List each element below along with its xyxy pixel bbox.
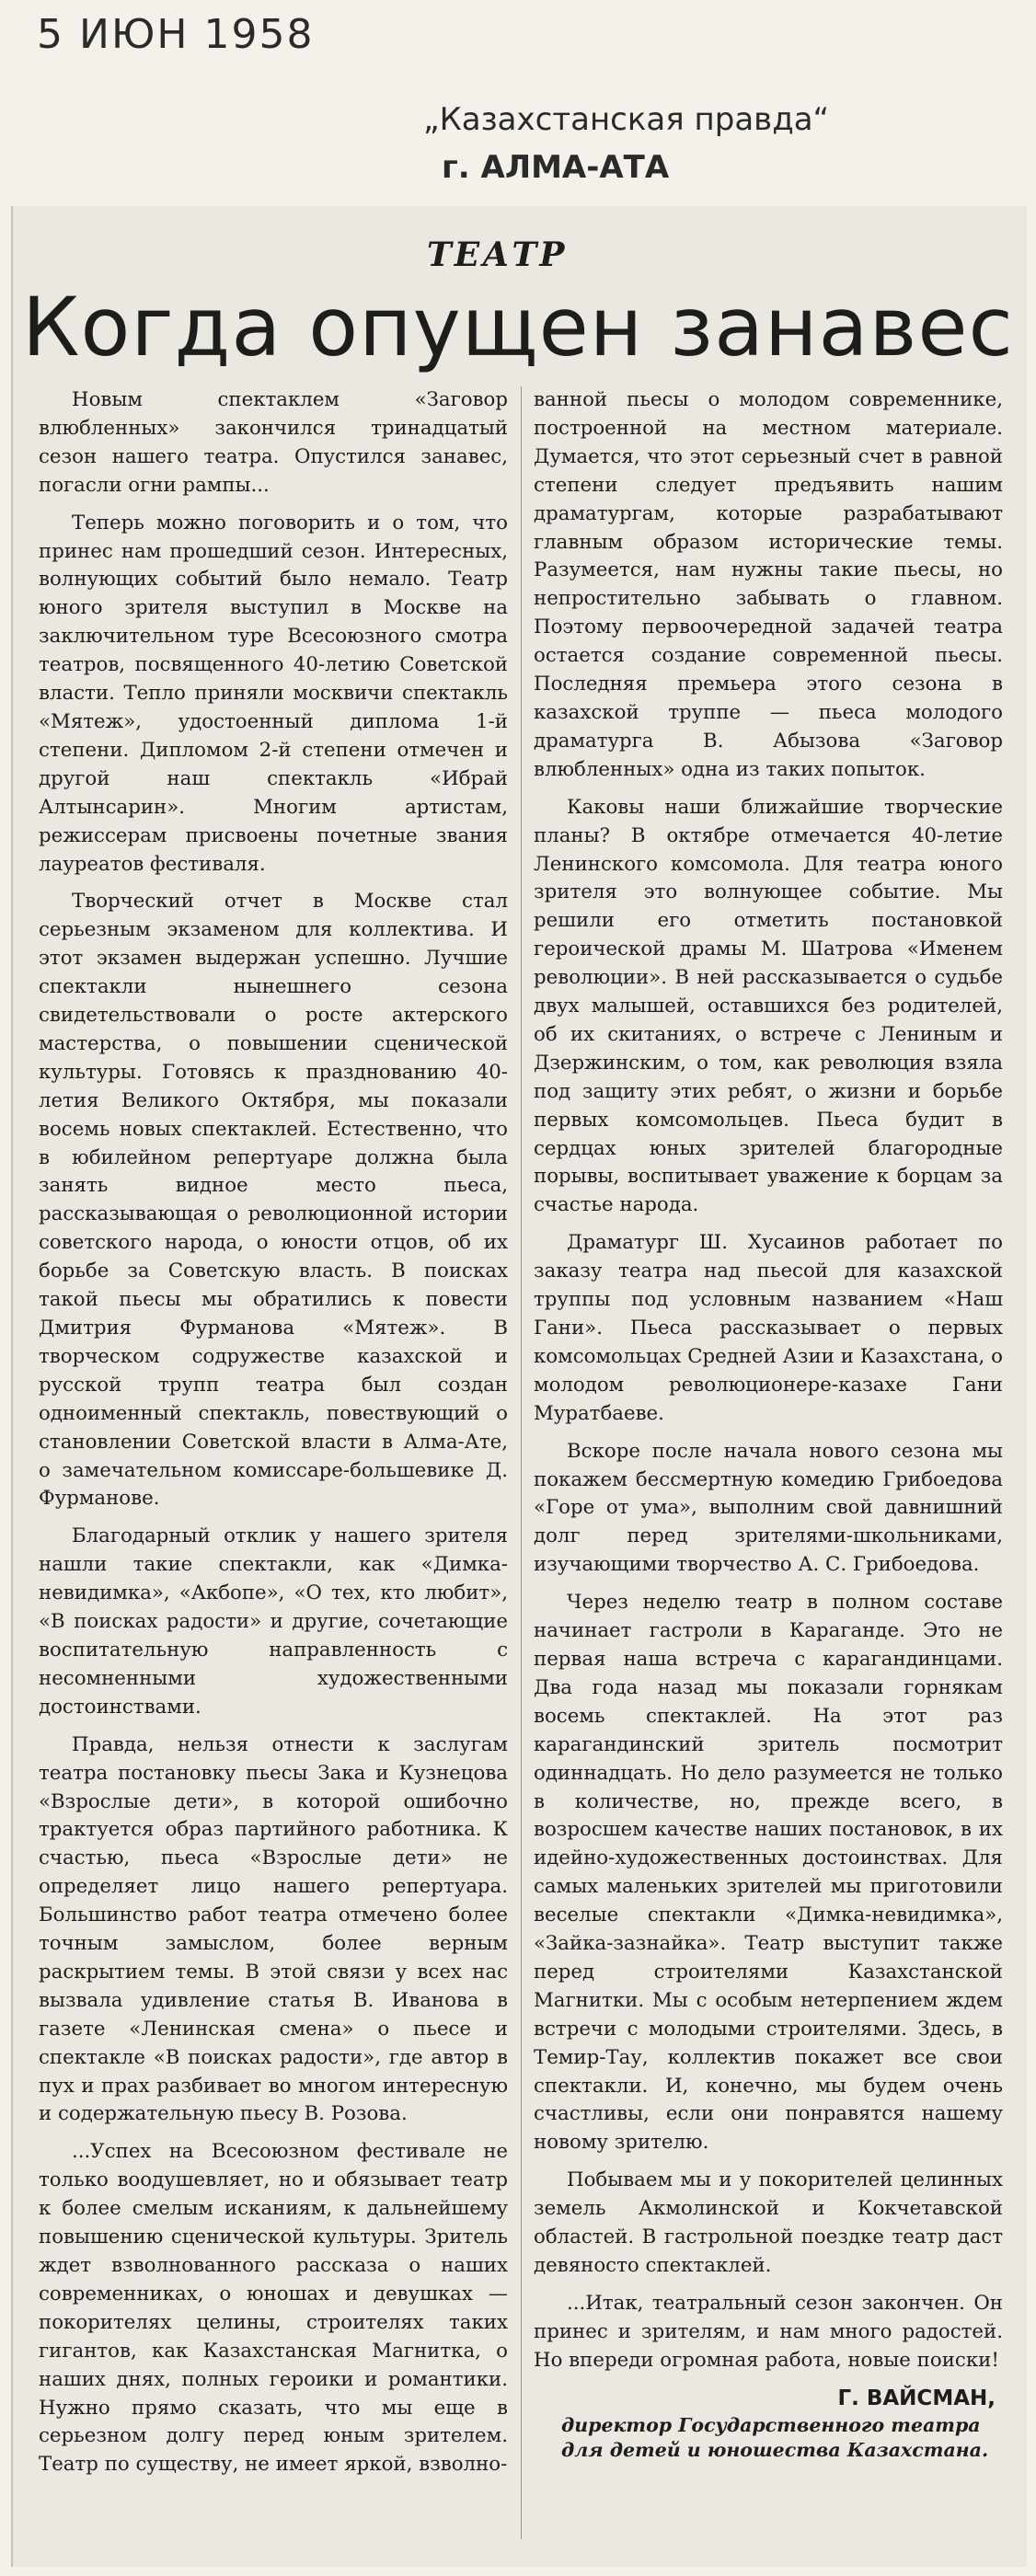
- column-divider: [521, 386, 522, 2539]
- paragraph: Новым спектаклем «Заговор влюбленных» закончился тринадцатый сезон нашего театра. Опустился занавес, погасли огни рампы...: [39, 388, 508, 497]
- city-stamp: г. АЛМА-АТА: [442, 149, 670, 186]
- paragraph: ванной пьесы о молодом современнике, построенной на местном материале. Думается, что этот серьезный счет в равной степени следует предъявить нашим драматургам, которые разрабатывают главным образом исторические темы. Разумеется, нам нужны такие пьесы, но непростительно забывать о главном. Поэтому первоочередной задачей театра остается создание современной пьесы. Последняя премьера этого сезона в казахской труппе — пьеса молодого драматурга В. Абызова «Заговор влюбленных» одна из таких попыток.: [534, 388, 1003, 781]
- paragraph: Вскоре после начала нового сезона мы покажем бессмертную комедию Грибоедова «Горе от ума», выполним свой давнишний долг перед зрителями-школьниками, изучающими творчество А. С. Грибоедова.: [534, 1439, 1003, 1577]
- paragraph: Благодарный отклик у нашего зрителя нашли такие спектакли, как «Димка-невидимка», «Акбопе», «О тех, кто любит», «В поисках радости» и другие, сочетающие воспитательную направленность с несомненными художественными достоинствами.: [39, 1524, 508, 1719]
- paragraph: Творческий отчет в Москве стал серьезным экзаменом для коллектива. И этот экзамен выдержан успешно. Лучшие спектакли нынешнего сезона свидетельствовали о росте актерского мастерства, о повышении сценической культуры. Готовясь к празднованию 40-летия Великого Октября, мы показали восемь новых спектаклей. Естественно, что в юбилейном репертуаре должна была занять видное место пьеса, рассказывающая о революционной истории советского народа, о юности отцов, об их борьбе за Советскую власть. В поисках такой пьесы мы обратились к повести Дмитрия Фурманова «Мятеж». В творческом содружестве казахской и русской трупп театра был создан одноименный спектакль, повествующий о становлении Советской власти в Алма-Ате, о замечательном комиссаре-большевике Д. Фурманове.: [39, 890, 508, 1511]
- right-column: [534, 386, 1003, 2463]
- article-headline: Когда опущен занавес: [22, 280, 1014, 374]
- paragraph: Каковы наши ближайшие творческие планы? В октябре отмечается 40-летие Ленинского комсомола. Для театра юного зрителя это волнующее событие. Мы решили его отметить постановкой героической драмы М. Шатрова «Именем революции». В ней рассказывается о судьбе двух малышей, оставшихся без родителей, об их скитаниях, о встрече с Лениным и Дзержинским, о том, как революция взяла под защиту этих ребят, о жизни и борьбе первых комсомольцев. Пьеса будит в сердцах юных зрителей благородные порывы, воспитывает уважение к борцам за счастье народа.: [534, 795, 1003, 1217]
- newspaper-clipping: [11, 206, 1027, 2567]
- paragraph: Правда, нельзя отнести к заслугам театра постановку пьесы Зака и Кузнецова «Взрослые дети», в которой ошибочно трактуется образ партийного работника. К счастью, пьеса «Взрослые дети» не определяет лицо нашего репертуара. Большинство работ театра отмечено более точным замыслом, более верным раскрытием темы. В этой связи у всех нас вызвала удивление статья В. Иванова в газете «Ленинская смена» о пьесе и спектакле «В поисках радости», где автор в пух и прах разбивает во многом интересную и содержательную пьесу В. Розова.: [39, 1732, 508, 2126]
- paragraph: Драматург Ш. Хусаинов работает по заказу театра над пьесой для казахской труппы под условным названием «Наш Гани». Пьеса рассказывает о первых комсомольцах Средней Азии и Казахстана, о молодом революционере-казахе Гани Муратбаеве.: [534, 1231, 1003, 1425]
- author-role: директор Государственного театра для детей и юношества Казахстана.: [561, 2413, 989, 2461]
- paragraph: Через неделю театр в полном составе начинает гастроли в Караганде. Это не первая наша встреча с карагандинцами. Два года назад мы показали горнякам восемь спектаклей. На этот раз карагандинский зритель посмотрит одиннадцать. Но дело разумеется не только в количестве, но, прежде всего, в возросшем качестве наших постановок, в их идейно-художественных достоинствах. Для самых маленьких зрителей мы приготовили веселые спектакли «Димка-невидимка», «Зайка-зазнайка». Театр выступит также перед строителями Казахстанской Магнитки. Мы с особым нетерпением ждем встречи с молодыми строителями. Здесь, в Темир-Тау, коллектив покажет все свои спектакли. И, конечно, мы будем очень счастливы, если они понравятся нашему новому зрителю.: [534, 1591, 1003, 2155]
- paragraph: Побываем мы и у покорителей целинных земель Акмолинской и Кокчетавской областей. В гастрольной поездке театр даст девяносто спектаклей.: [534, 2168, 1003, 2277]
- clipping-date-stamp: 5 ИЮН 1958: [37, 11, 315, 58]
- author-name: Г. ВАЙСМАН,: [837, 2386, 996, 2410]
- rubric-label: ТЕАТР: [427, 236, 568, 274]
- left-column: [39, 386, 508, 2489]
- signature-block: [534, 2385, 1003, 2463]
- newspaper-name-stamp: „Казахстанская правда“: [423, 101, 830, 138]
- paragraph: ...Итак, театральный сезон закончен. Он принес и зрителям, и нам много радостей. Но впереди огромная работа, новые поиски!: [534, 2291, 1003, 2372]
- paragraph: Теперь можно поговорить и о том, что принес нам прошедший сезон. Интересных, волнующих событий было немало. Театр юного зрителя выступил в Москве на заключительном туре Всесоюзного смотра театров, посвященного 40-летию Советской власти. Тепло приняли москвичи спектакль «Мятеж», удостоенный диплома 1-й степени. Дипломом 2-й степени отмечен и другой наш спектакль «Ибрай Алтынсарин». Многим артистам, режиссерам присвоены почетные звания лауреатов фестиваля.: [39, 511, 508, 876]
- paragraph: ...Успех на Всесоюзном фестивале не только воодушевляет, но и обязывает театр к более смелым исканиям, к дальнейшему повышению сценической культуры. Зритель ждет взволнованного рассказа о наших современниках, о юношах и девушках — покорителях целины, строителях таких гигантов, как Казахстанская Магнитка, о наших днях, полных героики и романтики. Нужно прямо сказать, что мы еще в серьезном долгу перед юным зрителем. Театр по существу, не имеет яркой, взволно-: [39, 2140, 508, 2477]
